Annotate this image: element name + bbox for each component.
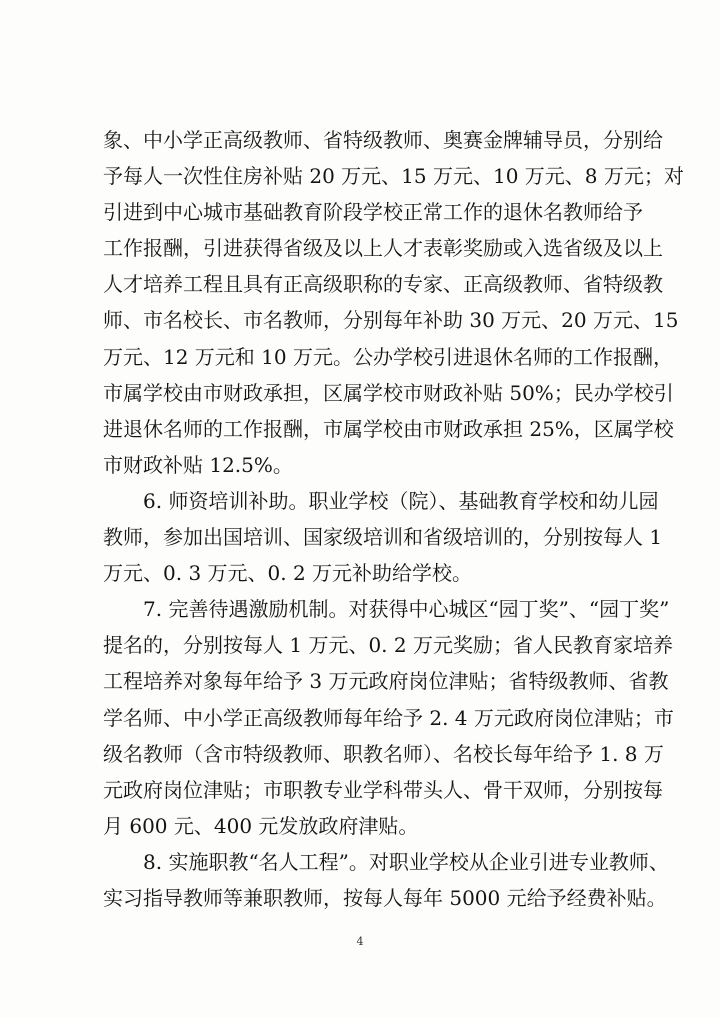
text-line: 工程培养对象每年给予 3 万元政府岗位津贴；省特级教师、省教: [103, 669, 669, 694]
text-line: 引进到中心城市基础教育阶段学校正常工作的退休名教师给予: [103, 200, 643, 225]
text-line: 进退休名师的工作报酬，市属学校由市财政承担 25%，区属学校: [103, 416, 674, 441]
page-number: 4: [356, 935, 364, 948]
text-line: 人才培养工程且具有正高级职称的专家、正高级教师、省特级教: [103, 272, 663, 297]
text-line: 学名师、中小学正高级教师每年给予 2. 4 万元政府岗位津贴；市: [103, 705, 674, 730]
paragraph-item-8: [103, 844, 669, 916]
text-line: 万元、12 万元和 10 万元。公办学校引进退休名师的工作报酬，: [103, 344, 673, 369]
document-body: [103, 122, 684, 916]
text-line: 8. 实施职教“名人工程”。对职业学校从企业引进专业教师、: [143, 849, 669, 874]
text-line: 象、中小学正高级教师、省特级教师、奥赛金牌辅导员，分别给: [103, 128, 663, 152]
paragraph-continued: [103, 122, 684, 483]
text-line: 7. 完善待遇激励机制。对获得中心城区“园丁奖”、“园丁奖”: [143, 597, 670, 622]
text-line: 予每人一次性住房补贴 20 万元、15 万元、10 万元、8 万元；对: [103, 164, 684, 189]
text-line: 市财政补贴 12.5%。: [103, 452, 293, 477]
text-line: 级名教师（含市特级教师、职教名师）、名校长每年给予 1. 8 万: [103, 741, 664, 766]
text-line: 教师，参加出国培训、国家级培训和省级培训的，分别按每人 1: [103, 525, 663, 550]
text-line: 6. 师资培训补助。职业学校（院）、基础教育学校和幼儿园: [143, 488, 659, 513]
text-line: 师、市名校长、市名教师，分别每年补助 30 万元、20 万元、15: [103, 308, 679, 333]
paragraph-item-6: [103, 483, 663, 591]
text-line: 实习指导教师等兼职教师，按每人每年 5000 元给予经费补贴。: [103, 885, 667, 910]
text-line: 月 600 元、400 元发放政府津贴。: [103, 813, 419, 838]
text-line: 市属学校由市财政承担，区属学校市财政补贴 50%；民办学校引: [103, 380, 674, 405]
paragraph-item-7: [103, 591, 674, 844]
text-line: 元政府岗位津贴；市职教专业学科带头人、骨干双师，分别按每: [103, 777, 663, 802]
text-line: 万元、0. 3 万元、0. 2 万元补助给学校。: [103, 561, 473, 586]
text-line: 提名的，分别按每人 1 万元、0. 2 万元奖励；省人民教育家培养: [103, 633, 673, 658]
text-line: 工作报酬，引进获得省级及以上人才表彰奖励或入选省级及以上: [103, 236, 663, 261]
